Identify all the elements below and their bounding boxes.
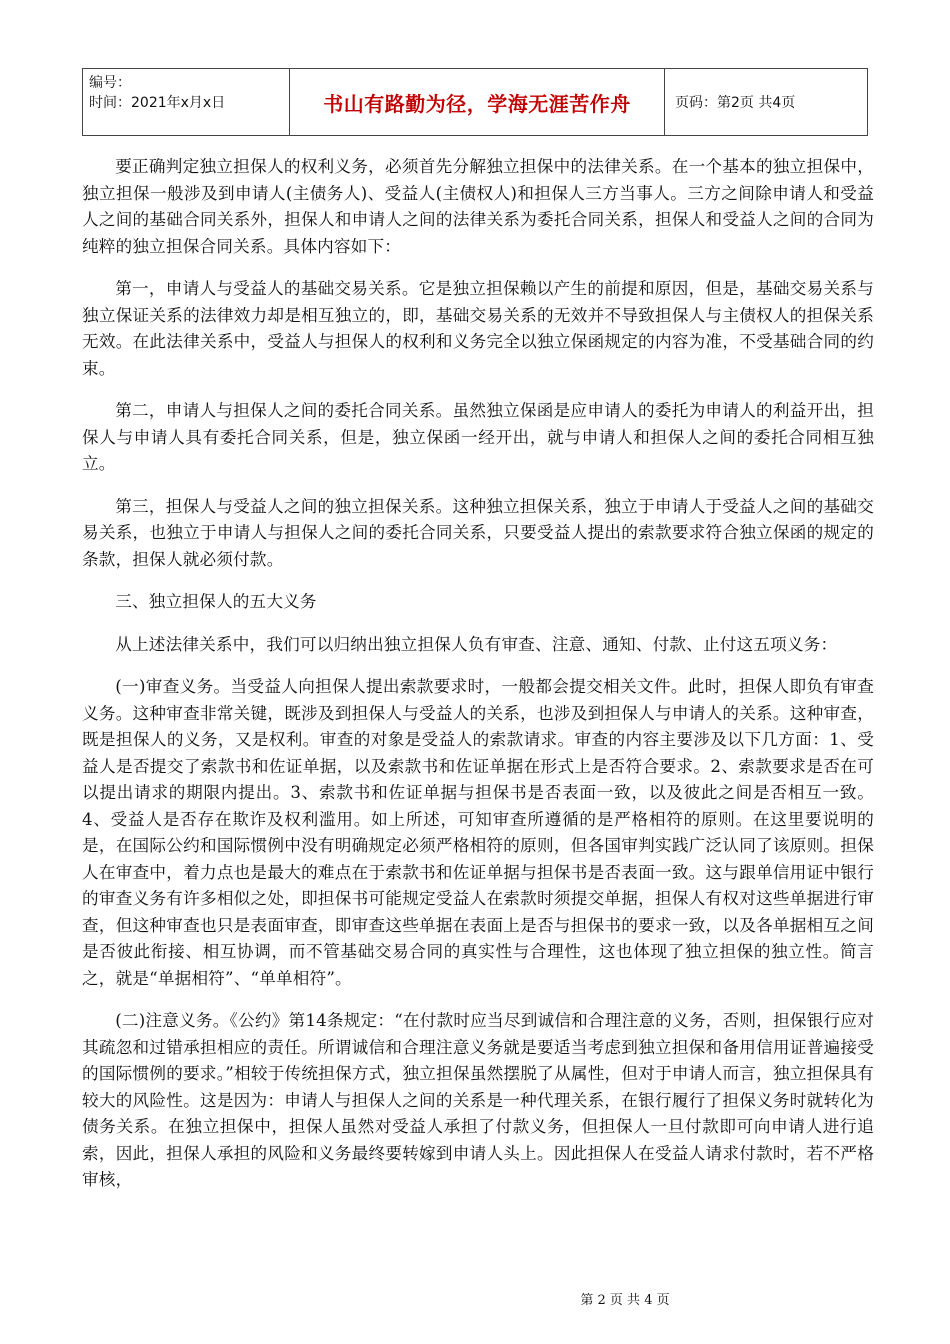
serial-label: 编号： [89, 75, 131, 91]
date-label: 时间：2021年x月x日 [89, 95, 226, 111]
paragraph-care-duty: (二)注意义务。《公约》第14条规定：“在付款时应当尽到诚信和合理注意的义务，否则，担保银行应对其疏忽和过错承担相应的责任。所谓诚信和合理注意义务就是要适当考虑到独立担保和备用信用证普遍接受的国际惯例的要求。”相较于传统担保方式，独立担保虽然摆脱了从属性，但对于申请人而言，独立担保具有较大的风险性。这是因为：申请人与担保人之间的关系是一种代理关系，在银行履行了担保义务时就转化为债务关系。在独立担保中，担保人虽然对受益人承担了付款义务，但担保人一旦付款即可向申请人进行追索，因此，担保人承担的风险和义务最终要转嫁到申请人头上。因此担保人在受益人请求付款时，若不严格审核， [82, 1011, 874, 1189]
section-heading: 三、独立担保人的五大义务 [115, 592, 317, 611]
page-footer: 第 2 页 共 4 页 [580, 1293, 670, 1308]
paragraph-duties-summary: 从上述法律关系中，我们可以归纳出独立担保人负有审查、注意、通知、付款、止付这五项义务： [115, 634, 838, 654]
document-body [82, 154, 874, 1210]
header-meta-cell [83, 69, 290, 136]
paragraph-third-relation: 第三，担保人与受益人之间的独立担保关系。这种独立担保关系，独立于申请人于受益人之间的基础交易关系，也独立于申请人与担保人之间的委托合同关系，只要受益人提出的索款要求符合独立保函的规定的条款，担保人就必须付款。 [82, 496, 874, 569]
paragraph-first-relation: 第一，申请人与受益人的基础交易关系。它是独立担保赖以产生的前提和原因，但是，基础交易关系与独立保证关系的法律效力却是相互独立的，即，基础交易关系的无效并不导致担保人与主债权人的担保关系无效。在此法律关系中，受益人与担保人的权利和义务完全以独立保函规定的内容为准，不受基础合同的约束。 [82, 279, 874, 378]
header-table [82, 68, 868, 136]
paragraph-intro: 要正确判定独立担保人的权利义务，必须首先分解独立担保中的法律关系。在一个基本的独立担保中，独立担保一般涉及到申请人(主债务人)、受益人(主债权人)和担保人三方当事人。三方之间除申请人和受益人之间的基础合同关系外，担保人和申请人之间的法律关系为委托合同关系，担保人和受益人之间的合同为纯粹的独立担保合同关系。具体内容如下： [82, 157, 874, 256]
paragraph-second-relation: 第二，申请人与担保人之间的委托合同关系。虽然独立保函是应申请人的委托为申请人的利益开出，担保人与申请人具有委托合同关系，但是，独立保函一经开出，就与申请人和担保人之间的委托合同相互独立。 [82, 401, 874, 473]
paragraph-review-duty: (一)审查义务。当受益人向担保人提出索款要求时，一般都会提交相关文件。此时，担保人即负有审查义务。这种审查非常关键，既涉及到担保人与受益人的关系，也涉及到担保人与申请人的关系。这种审查，既是担保人的义务，又是权利。审查的对象是受益人的索款请求。审查的内容主要涉及以下几方面：1、受益人是否提交了索款书和佐证单据，以及索款书和佐证单据在形式上是否符合要求。2、索款要求是否在可以提出请求的期限内提出。3、索款书和佐证单据与担保书是否表面一致，以及彼此之间是否相互一致。4、受益人是否存在欺诈及权利滥用。如上所述，可知审查所遵循的是严格相符的原则。在这里要说明的是，在国际公约和国际惯例中没有明确规定必须严格相符的原则，但各国审判实践广泛认同了该原则。担保人在审查中，着力点也是最大的难点在于索款书和佐证单据与担保书是否表面一致。这与跟单信用证中银行的审查义务有许多相似之处，即担保书可能规定受益人在索款时须提交单据，担保人有权对这些单据进行审查，但这种审查也只是表面审查，即审查这些单据在表面上是否与担保书的要求一致，以及各单据相互之间是否彼此衔接、相互协调，而不管基础交易合同的真实性与合理性，这也体现了独立担保的独立性。简言之，就是“单据相符”、“单单相符”。 [82, 677, 874, 988]
header-motto: 书山有路勤为径，学海无涯苦作舟 [290, 69, 665, 136]
header-page-info: 页码：第2页 共4页 [665, 69, 868, 136]
